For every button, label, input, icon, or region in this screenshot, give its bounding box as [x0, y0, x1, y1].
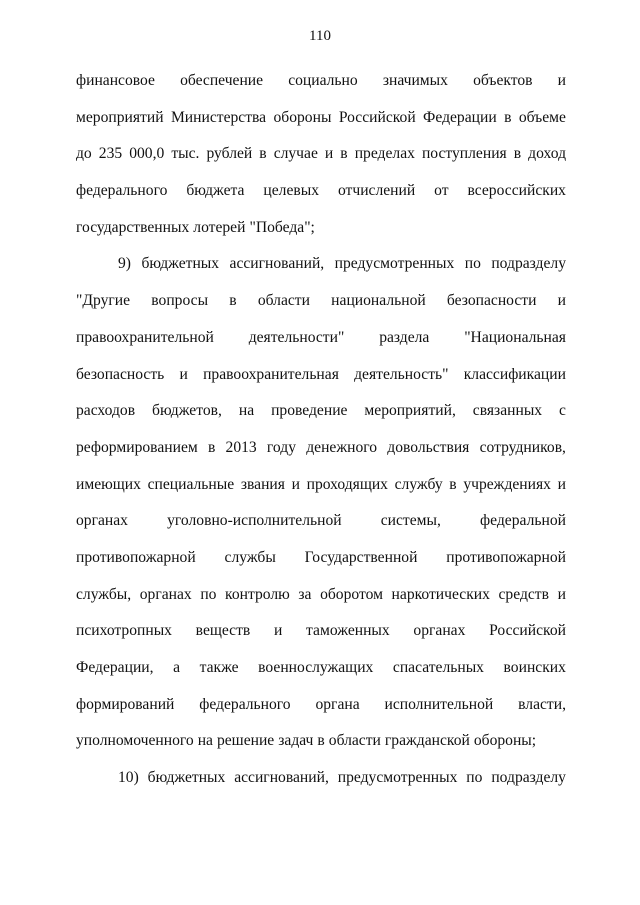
word: до: [76, 145, 92, 163]
word: предусмотренных: [334, 255, 455, 273]
text-line: [76, 210, 566, 247]
page-number: 110: [309, 28, 331, 44]
word: ассигнований,: [234, 769, 329, 787]
word: объектов: [473, 72, 533, 89]
word: оборотом: [320, 585, 383, 603]
word: психотропных: [76, 622, 172, 640]
word: целевых: [263, 182, 320, 200]
word: Федерации,: [76, 659, 154, 676]
word: имеющих: [76, 475, 141, 493]
word: в: [229, 292, 237, 310]
word: в: [259, 145, 267, 163]
word: безопасности: [446, 292, 537, 310]
word: и: [557, 72, 566, 89]
word: безопасность: [76, 365, 165, 383]
word: в: [449, 475, 457, 493]
word: органах: [413, 622, 466, 640]
word: 000,0: [129, 145, 165, 163]
word: в: [513, 145, 522, 163]
word: воинских: [503, 659, 566, 676]
word: противопожарной: [76, 548, 196, 566]
word: финансовое: [76, 72, 155, 89]
word: "Национальная: [464, 328, 566, 346]
word: и: [179, 365, 188, 383]
word: на: [197, 732, 213, 750]
word: всероссийских: [467, 182, 566, 200]
word: спасательных: [392, 659, 484, 676]
text-line: [76, 283, 566, 320]
word: и: [273, 622, 283, 640]
text-line: [76, 393, 566, 430]
word: обеспечение: [180, 72, 264, 89]
word: национальной: [331, 292, 426, 310]
word: социально: [288, 72, 358, 89]
word: области: [328, 732, 381, 750]
text-line: [76, 577, 566, 614]
word: контролю: [225, 585, 290, 603]
text-line: [76, 760, 566, 797]
word: и: [557, 475, 566, 493]
word: федерального: [199, 695, 291, 713]
text-line: [76, 246, 566, 283]
word: значимых: [382, 72, 448, 89]
word: за: [298, 585, 312, 603]
word: бюджета: [186, 182, 245, 200]
word: Федерации: [423, 108, 497, 126]
text-line: [76, 136, 566, 173]
word: расходов: [76, 402, 136, 420]
word: году: [266, 438, 297, 456]
word: федеральной: [480, 512, 566, 530]
word: службы: [224, 548, 276, 566]
word: уголовно-исполнительной: [167, 512, 342, 530]
word: лотерей: [193, 218, 246, 236]
word: деятельность": [354, 365, 449, 383]
word: средств: [498, 585, 549, 603]
word: поступления: [421, 145, 507, 163]
word: и: [557, 585, 566, 603]
word: деятельности": [248, 328, 345, 346]
word: системы,: [380, 512, 441, 530]
word: проходящих: [306, 475, 388, 493]
word: классификации: [463, 365, 566, 383]
word: Российской: [338, 108, 416, 126]
word: по: [200, 585, 217, 603]
text-line: [76, 650, 566, 687]
word: службу: [394, 475, 443, 493]
word: звания: [240, 475, 285, 493]
text-line: [76, 357, 566, 394]
text-line: [76, 100, 566, 137]
word: гражданской: [384, 732, 470, 750]
word: бюджетов,: [152, 402, 222, 420]
word: решение: [216, 732, 275, 750]
word: от: [434, 182, 449, 200]
word: уполномоченного: [76, 732, 194, 750]
word: денежного: [306, 438, 378, 456]
word: бюджетных: [141, 255, 220, 273]
word: реформированием: [76, 438, 198, 456]
text-line: [76, 503, 566, 540]
word: ассигнований,: [229, 255, 325, 273]
word: обороны;: [473, 732, 537, 750]
text-line: [76, 723, 566, 760]
word: 235: [98, 145, 123, 163]
word: правоохранительной: [76, 328, 214, 346]
word: специальные: [147, 475, 235, 493]
word: "Другие: [76, 292, 131, 310]
word: довольствия: [387, 438, 470, 456]
word: власти,: [518, 695, 566, 713]
word: доход: [528, 145, 566, 163]
word: 10): [118, 769, 139, 787]
word: объеме: [518, 108, 566, 126]
word: мероприятий,: [364, 402, 456, 420]
word: по: [466, 769, 483, 787]
word: Министерства: [170, 108, 267, 126]
text-line: [76, 613, 566, 650]
word: "Победа";: [249, 218, 315, 236]
word: Российской: [489, 622, 566, 640]
text-line: [76, 63, 566, 100]
word: в: [207, 438, 216, 456]
text-line: [76, 687, 566, 724]
word: и: [557, 292, 566, 310]
word: учреждениях: [463, 475, 551, 493]
word: органа: [315, 695, 360, 713]
word: вопросы: [151, 292, 209, 310]
word: военнослужащих: [258, 659, 374, 676]
word: обороны: [273, 108, 332, 126]
word: таможенных: [306, 622, 390, 640]
word: органах: [139, 585, 192, 603]
word: с: [559, 402, 566, 420]
word: и: [291, 475, 300, 493]
word: тыс.: [171, 145, 200, 163]
word: и: [324, 145, 334, 163]
word: по: [464, 255, 481, 273]
text-line: [76, 320, 566, 357]
word: раздела: [379, 328, 430, 346]
word: подразделу: [491, 255, 566, 273]
word: службы,: [76, 585, 132, 603]
word: сотрудников,: [479, 438, 566, 456]
word: задач: [278, 732, 314, 750]
word: проведение: [271, 402, 348, 420]
word: наркотических: [391, 585, 490, 603]
word: Государственной: [304, 548, 418, 566]
text-line: [76, 173, 566, 210]
document-text: [76, 63, 566, 797]
word: государственных: [76, 218, 190, 236]
word: на: [238, 402, 255, 420]
word: рублей: [206, 145, 253, 163]
text-line: [76, 430, 566, 467]
word: предусмотренных: [337, 769, 458, 787]
word: бюджетных: [147, 769, 226, 787]
word: исполнительной: [384, 695, 494, 713]
word: области: [257, 292, 310, 310]
text-line: [76, 540, 566, 577]
word: а: [173, 659, 181, 676]
word: в: [340, 145, 348, 163]
word: 9): [118, 255, 131, 273]
word: случае: [273, 145, 318, 163]
word: связанных: [472, 402, 543, 420]
word: отчислений: [337, 182, 416, 200]
word: правоохранительная: [203, 365, 339, 383]
text-line: [76, 467, 566, 504]
word: в: [504, 108, 512, 126]
word: противопожарной: [446, 548, 566, 566]
word: также: [199, 659, 239, 676]
word: формирований: [76, 695, 175, 713]
word: мероприятий: [76, 108, 164, 126]
word: веществ: [195, 622, 251, 640]
word: в: [317, 732, 325, 750]
word: 2013: [225, 438, 257, 456]
word: пределах: [354, 145, 415, 163]
word: подразделу: [491, 769, 566, 787]
word: федерального: [76, 182, 168, 200]
word: органах: [76, 512, 128, 530]
